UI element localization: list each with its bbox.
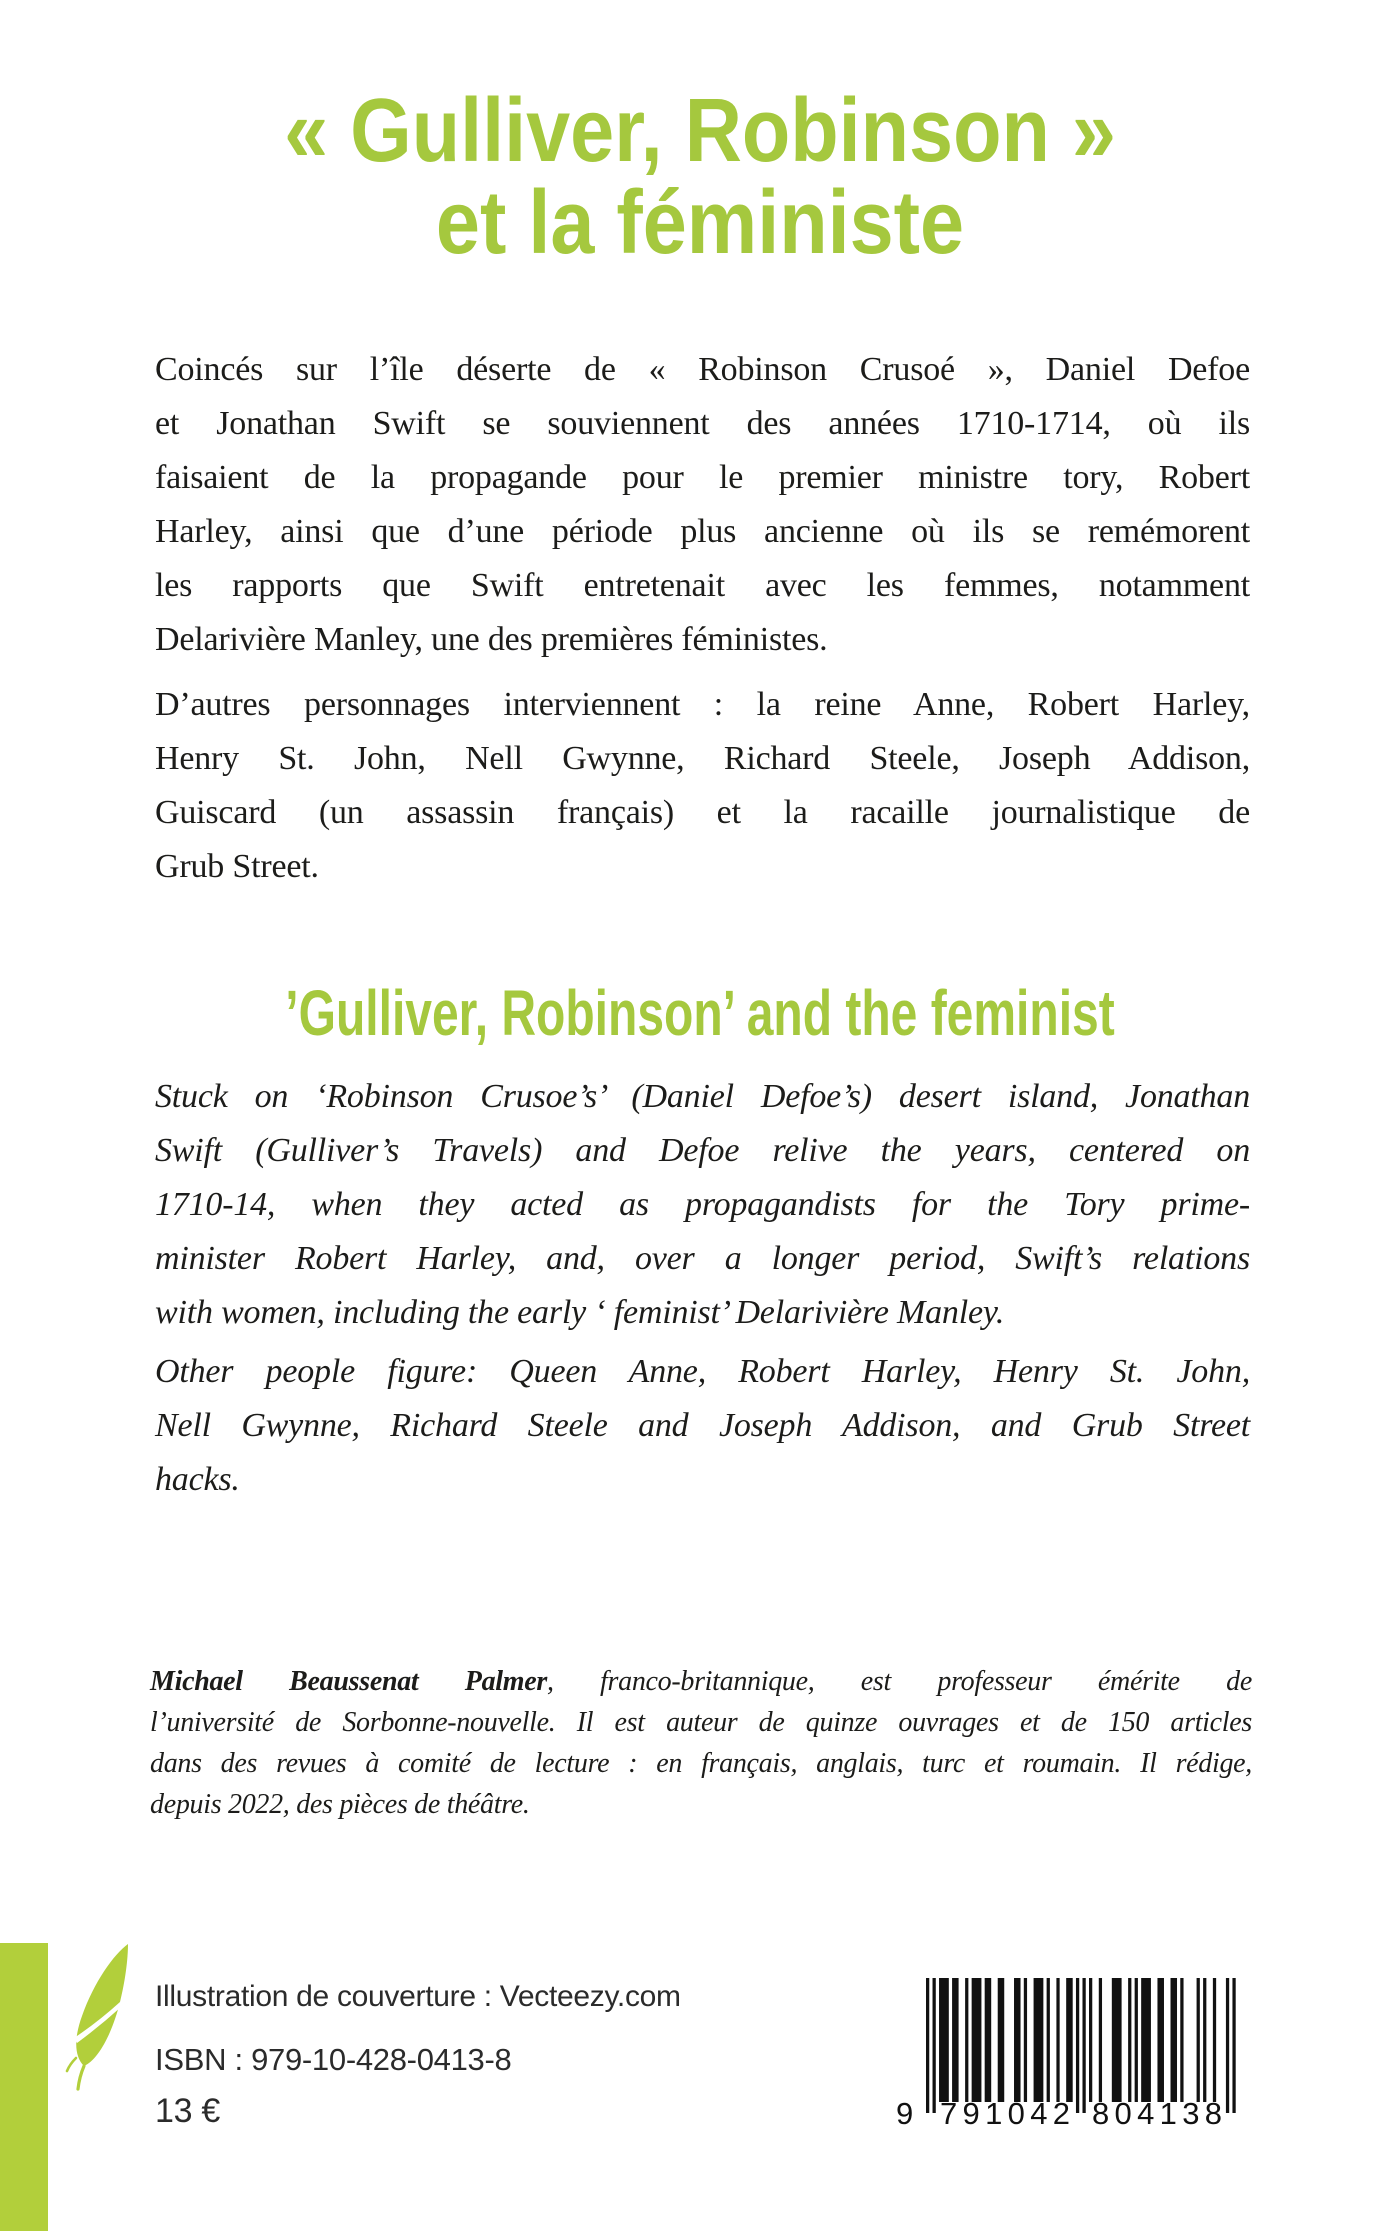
feather-icon — [62, 1942, 136, 2092]
isbn-text: ISBN : 979-10-428-0413-8 — [155, 2042, 512, 2077]
english-paragraph-1 — [155, 1070, 1250, 1340]
author-name: Michael Beaussenat Palmer — [150, 1666, 547, 1697]
text-line: Nell Gwynne, Richard Steele and Joseph Addison, and Grub Street — [155, 1407, 1250, 1444]
text-line: les rapports que Swift entretenait avec les femmes, notamment — [155, 567, 1250, 604]
text-line: Delarivière Manley, une des premières féministes. — [155, 621, 828, 658]
text-line: Coincés sur l’île déserte de « Robinson Crusoé », Daniel Defoe — [155, 351, 1250, 388]
text-line — [150, 1661, 1252, 1702]
french-paragraph-1 — [155, 343, 1250, 667]
text-line: minister Robert Harley, and, over a longer period, Swift’s relations — [155, 1240, 1250, 1277]
french-title-line1: « Gulliver, Robinson » — [284, 81, 1116, 181]
barcode-digits-left: 791042 — [940, 2096, 1070, 2128]
english-title: ’Gulliver, Robinson’ and the feminist — [285, 977, 1115, 1049]
french-title-line2: et la féministe — [435, 173, 965, 273]
french-title — [84, 81, 1316, 273]
barcode — [896, 1976, 1238, 2128]
text-line: 1710-14, when they acted as propagandists for the Tory prime- — [155, 1186, 1250, 1223]
text-line: faisaient de la propagande pour le premier ministre tory, Robert — [155, 459, 1250, 496]
text-line: Harley, ainsi que d’une période plus ancienne où ils se remémorent — [155, 513, 1250, 550]
illustration-credit: Illustration de couverture : Vecteezy.com — [155, 1980, 681, 2013]
text-line: Other people figure: Queen Anne, Robert Harley, Henry St. John, — [155, 1353, 1250, 1390]
barcode-bars — [926, 1978, 1236, 2113]
text-line: Henry St. John, Nell Gwynne, Richard Steele, Joseph Addison, — [155, 740, 1250, 777]
barcode-digits-right: 804138 — [1092, 2096, 1222, 2128]
text-line: D’autres personnages interviennent : la reine Anne, Robert Harley, — [155, 686, 1250, 723]
barcode-digit-first: 9 — [896, 2096, 914, 2128]
text-line: dans des revues à comité de lecture : en français, anglais, turc et roumain. Il rédige, — [150, 1748, 1252, 1779]
text-line: et Jonathan Swift se souviennent des années 1710-1714, où ils — [155, 405, 1250, 442]
english-paragraph-2 — [155, 1345, 1250, 1507]
spine-accent-bar — [0, 1943, 48, 2231]
text-line: depuis 2022, des pièces de théâtre. — [150, 1789, 530, 1820]
text-line: l’université de Sorbonne-nouvelle. Il est auteur de quinze ouvrages et de 150 articles — [150, 1707, 1252, 1738]
text-line: Swift (Gulliver’s Travels) and Defoe relive the years, centered on — [155, 1132, 1250, 1169]
text-line: Stuck on ‘Robinson Crusoe’s’ (Daniel Defoe’s) desert island, Jonathan — [155, 1078, 1250, 1115]
text-line: Guiscard (un assassin français) et la racaille journalistique de — [155, 794, 1250, 831]
text-line: hacks. — [155, 1461, 240, 1498]
author-bio — [150, 1661, 1252, 1825]
text-line: Grub Street. — [155, 848, 319, 885]
bio-line1-rest: , franco-britannique, est professeur émérite de — [546, 1666, 1252, 1697]
text-line: with women, including the early ‘ feminist’ Delarivière Manley. — [155, 1294, 1005, 1331]
french-paragraph-2 — [155, 678, 1250, 894]
price-text: 13 € — [155, 2092, 220, 2130]
